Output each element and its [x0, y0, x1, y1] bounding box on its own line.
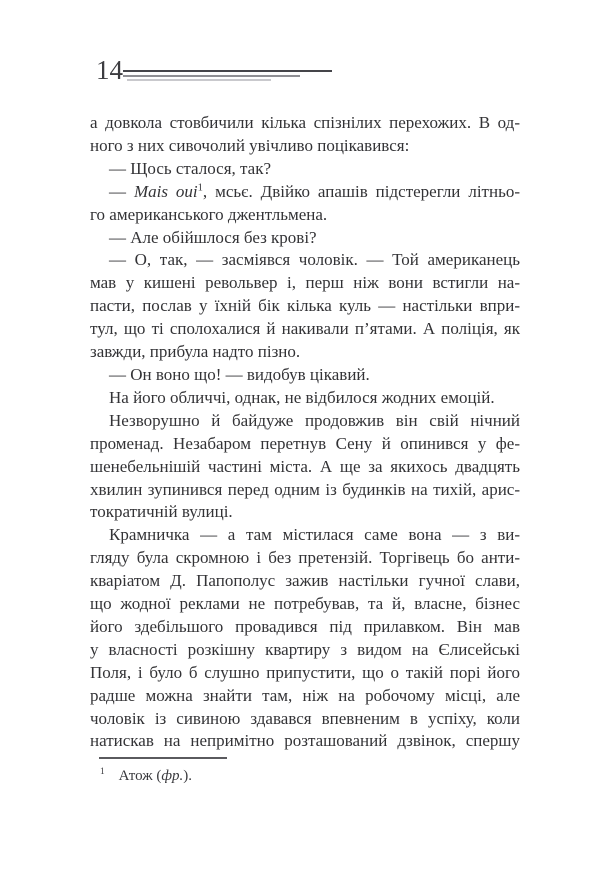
text-run: мав у кишені револьвер і, перш ніж вони встигли на-: [90, 273, 520, 293]
paragraph: [90, 410, 520, 525]
text-line: [90, 593, 520, 616]
text-run: ного з них сивочолий увічливо поцікавився:: [90, 135, 410, 155]
paragraph: [90, 249, 520, 364]
text-run: радше можна знайти там, ніж на робочому місці, але: [90, 685, 520, 705]
text-line: [90, 135, 520, 158]
header-rule-dark: [123, 70, 332, 72]
text-run: тул, що ті сполохалися й накивали п’ятами. А поліція, як: [90, 319, 520, 339]
text-run: ).: [183, 768, 192, 784]
text-line: [90, 341, 520, 364]
text-line: [90, 181, 520, 204]
text-run: завжди, прибула надто пізно.: [90, 342, 301, 362]
text-run: кваріатом Д. Папополус зажив настільки гучної слави,: [90, 571, 520, 591]
text-run: а довкола стовбичили кілька спізнілих перехожих. В од-: [90, 113, 520, 132]
text-line: [90, 387, 520, 410]
text-run: променад. Незабаром перетнув Сену й опинився у фе-: [90, 433, 520, 453]
paragraph: [90, 227, 520, 250]
paragraph: [90, 158, 520, 181]
page-number: 14: [96, 55, 123, 85]
text-run: На його обличчі, однак, не відбилося жодних емоцій.: [109, 387, 495, 407]
text-run: го американського джентльмена.: [90, 204, 328, 224]
text-run: — Он воно що! — видобув цікавий.: [109, 364, 370, 384]
footnote-marker: 1: [100, 767, 105, 777]
text-run: — О, так, — засміявся чоловік. — Той американець: [109, 250, 520, 270]
text-line: [90, 456, 520, 479]
text-line: [90, 272, 520, 295]
text-run: Поля, і було б слушно припустити, що о такій порі його: [90, 662, 520, 682]
italic-text: Mais oui: [133, 181, 198, 201]
text-run: —: [109, 181, 134, 201]
paragraph: [90, 364, 520, 387]
footnote: [90, 766, 530, 786]
text-run: хвилин зупинився перед одним із будинків на тихій, арис-: [90, 479, 520, 499]
text-run: пасти, послав у їхній бік кілька куль — настільки впри-: [90, 296, 520, 316]
text-line: [90, 524, 520, 547]
text-run: натискав на непримітно розташований дзвінок, спершу: [90, 731, 520, 751]
text-run: — Але обійшлося без крові?: [109, 227, 317, 247]
text-line: [90, 295, 520, 318]
paragraph: [90, 112, 520, 158]
text-line: [90, 479, 520, 502]
italic-text: фр.: [161, 768, 184, 784]
text-line: [90, 112, 520, 135]
text-run: гляду була скромною і без претензій. Торгівець бо анти-: [90, 548, 520, 568]
paragraph: [90, 181, 520, 227]
text-line: [90, 662, 520, 685]
text-line: [90, 547, 520, 570]
text-line: [90, 730, 520, 753]
text-line: [90, 249, 520, 272]
text-run: що жодної реклами не потребував, та й, власне, бізнес: [90, 594, 520, 614]
text-line: [90, 501, 520, 524]
footnote-ref: 1: [197, 182, 203, 194]
text-block: [90, 112, 520, 753]
text-line: [90, 204, 520, 227]
text-run: Незворушно й байдуже продовжив він свій нічний: [109, 410, 520, 430]
text-run: — Щось сталося, так?: [109, 158, 272, 178]
text-line: [90, 158, 520, 181]
text-run: у власності розкішну квартиру з видом на Єлисейські: [90, 639, 520, 659]
text-run: Атож (: [118, 768, 162, 784]
text-line: [90, 616, 520, 639]
text-line: [90, 318, 520, 341]
text-run: шенебельнішій частині міста. А ще за якихось двадцять: [90, 456, 520, 476]
footnote-separator: [99, 757, 227, 759]
header-rule-light: [127, 79, 271, 81]
text-line: [90, 708, 520, 731]
text-line: [90, 433, 520, 456]
paragraph: [90, 524, 520, 753]
text-run: Крамничка — а там містилася саме вона — з ви-: [109, 525, 520, 545]
text-line: [90, 410, 520, 433]
text-run: його здебільшого провадився під прилавком. Він мав: [90, 616, 520, 636]
text-run: чоловік із сивиною здавався впевненим в успіху, коли: [90, 708, 520, 728]
text-line: [90, 639, 520, 662]
header-rule-medium: [123, 75, 300, 77]
footnote-text: [119, 768, 192, 784]
text-line: [90, 227, 520, 250]
paragraph: [90, 387, 520, 410]
text-line: [90, 685, 520, 708]
text-run: тократичній вулиці.: [90, 502, 233, 522]
text-line: [90, 570, 520, 593]
text-line: [90, 364, 520, 387]
text-run: , мсьє. Двійко апашів підстерегли літньо-: [202, 181, 520, 201]
